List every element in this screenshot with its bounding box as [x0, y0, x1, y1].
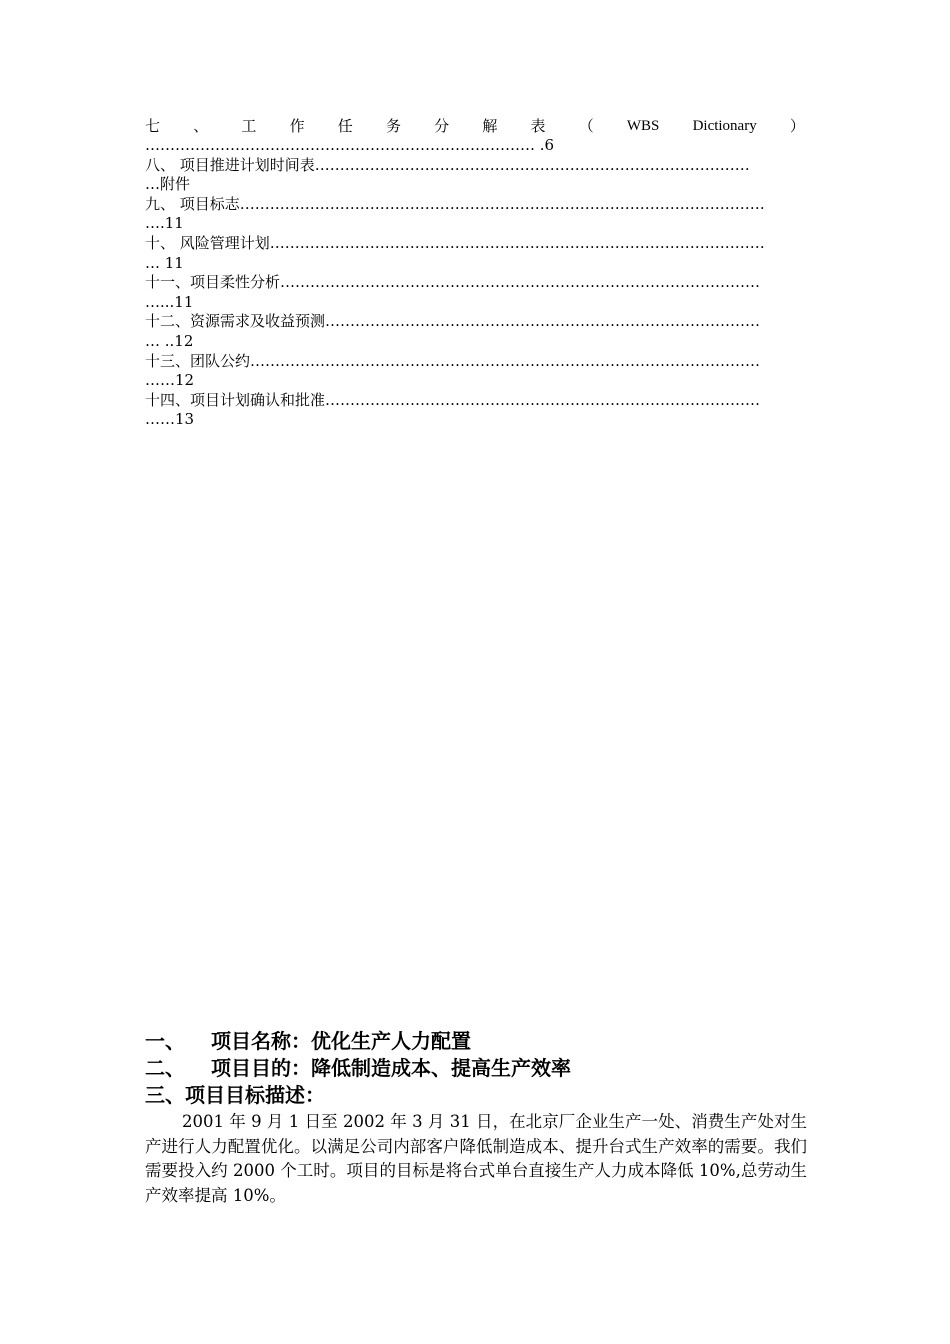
toc-line: 十二、资源需求及收益预测…………………………………………………………………………… [145, 312, 761, 331]
toc-line: …附件 [145, 175, 191, 194]
toc-line: 十、 风险管理计划……………………………………………………………………………………… [145, 233, 765, 252]
heading-number: 一、 [145, 1029, 185, 1053]
body-paragraph: 2001 年 9 月 1 日至 2002 年 3 月 31 日，在北京厂企业生产一处、消费生产处对生产进行人力配置优化。以满足公司内部客户降低制造成本、提升台式生产效率的需要。我们需要投入约 2000 个工时。项目的目标是将台式单台直接生产人力成本降低 10%,总劳动生产效率提高 10%。 [145, 1112, 807, 1205]
toc-char: 务 [385, 117, 401, 135]
toc-line: …...11 [145, 292, 194, 311]
toc-line: 十一、项目柔性分析…………………………………………………………………………………… [145, 273, 761, 292]
toc-line: 九、 项目标志…………………………………………………………………………………………… [145, 194, 765, 213]
section-heading-3: 三、项目目标描述： [145, 1083, 325, 1107]
toc-line: … 11 [145, 253, 184, 272]
toc-line: ….11 [145, 214, 184, 233]
table-of-contents [145, 116, 805, 430]
toc-char: 七 [145, 117, 161, 135]
heading-number: 二、 [145, 1056, 185, 1080]
toc-line: ……13 [145, 410, 195, 429]
document-body [145, 1028, 807, 1208]
heading-text: 项目名称：优化生产人力配置 [211, 1029, 471, 1053]
heading-text: 项目目的：降低制造成本、提高生产效率 [211, 1056, 571, 1080]
toc-char: 工 [241, 117, 257, 135]
toc-line: 十三、团队公约………………………………………………………………………………………… [145, 351, 761, 370]
toc-char: Dictionary [692, 118, 757, 134]
toc-char: WBS [626, 118, 660, 134]
toc-char: 任 [337, 117, 353, 135]
toc-char: 作 [289, 117, 305, 135]
toc-line: … ..12 [145, 331, 194, 350]
toc-line: ……12 [145, 371, 195, 390]
toc-line: 十四、项目计划确认和批准…………………………………………………………………………… [145, 390, 761, 409]
toc-char: （ [578, 117, 594, 135]
section-heading-2 [145, 1055, 807, 1082]
toc-line: 八、 项目推进计划时间表…………………………………………………………………………… [145, 155, 750, 174]
toc-char: ） [789, 117, 805, 135]
toc-entry-7 [145, 116, 805, 136]
toc-char: 分 [434, 117, 450, 135]
toc-char: 解 [482, 117, 498, 135]
section-heading-1 [145, 1028, 807, 1055]
toc-char: 、 [193, 117, 209, 135]
toc-entry-7-page: …………………………………………………………………… .6 [145, 136, 555, 154]
toc-char: 表 [530, 117, 546, 135]
